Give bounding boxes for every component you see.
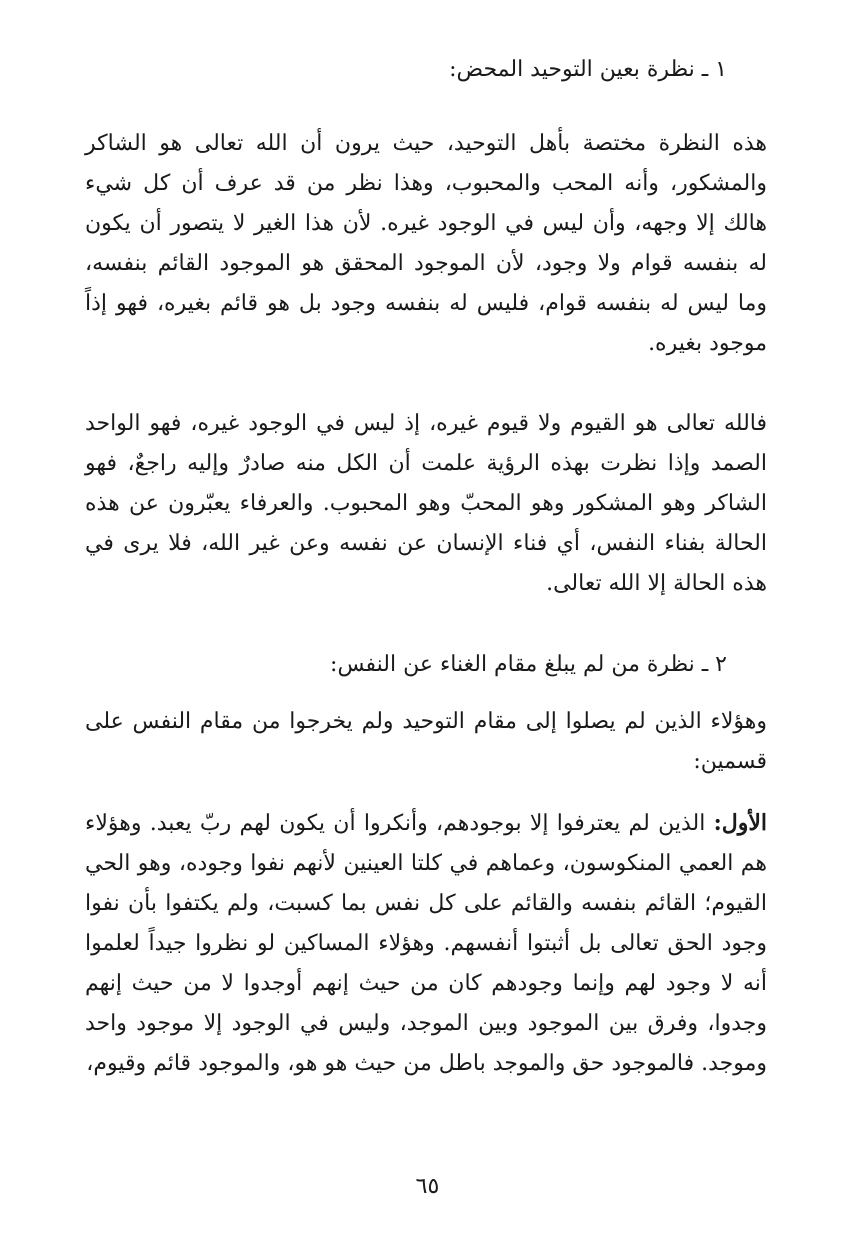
paragraph-lead-word: الأول: [713, 810, 767, 836]
section-1-paragraph-2: فالله تعالى هو القيوم ولا قيوم غيره، إذ ليس في الوجود غيره، فهو الواحد الصمد وإذا نظرت بهذه الرؤية علمت أن الكل منه صادرٌ وإليه راجعٌ، فهو الشاكر وهو المشكور وهو المحبّ وهو المحبوب. والعرفاء يعبّرون عن هذه الحالة بفناء النفس، أي فناء الإنسان عن نفسه وعن غير الله، فلا يرى في هذه الحالة إلا الله تعالى. [85, 411, 768, 596]
section-1-paragraph-1: هذه النظرة مختصة بأهل التوحيد، حيث يرون أن الله تعالى هو الشاكر والمشكور، وأنه المحب والمحبوب، وهذا نظر من قد عرف أن كل شيء هالك إلا وجهه، وأن ليس في الوجود غيره. لأن هذا الغير لا يتصور أن يكون له بنفسه قوام ولا وجود، لأن الموجود المحقق هو الموجود القائم بنفسه، وما ليس له بنفسه قوام، فليس له بنفسه وجود بل هو قائم بغيره، فهو إذاً موجود بغيره. [85, 131, 767, 356]
section-2-heading: ٢ ـ نظرة من لم يبلغ مقام الغناء عن النفس: [330, 652, 727, 677]
section-1-heading: ١ ـ نظرة بعين التوحيد المحض: [449, 57, 727, 82]
section-2-paragraph-2 [85, 803, 767, 1084]
section-2-paragraph-2-body: الذين لم يعترفوا إلا بوجودهم، وأنكروا أن يكون لهم ربّ يعبد. وهؤلاء هم العمي المنكوسون، وعماهم في كلتا العينين لأنهم نفوا وجوده، وهو الحي القيوم؛ القائم بنفسه والقائم على كل نفس بما كسبت، ولم يكتفوا بأن نفوا وجود الحق تعالى بل أثبتوا أنفسهم. وهؤلاء المساكين لو نظروا جيداً لعلموا أنه لا وجود لهم وإنما وجودهم كان من حيث إنهم أوجدوا لا من حيث إنهم وجدوا، وفرق بين الموجود وبين الموجد، وليس في الوجود إلا موجود واحد وموجد. فالموجود حق والموجد باطل من حيث هو هو، والموجود قائم وقيوم، [85, 811, 767, 1076]
section-2-paragraph-1: وهؤلاء الذين لم يصلوا إلى مقام التوحيد ولم يخرجوا من مقام النفس على قسمين: [85, 709, 767, 774]
page-number: ٦٥ [415, 1174, 440, 1199]
